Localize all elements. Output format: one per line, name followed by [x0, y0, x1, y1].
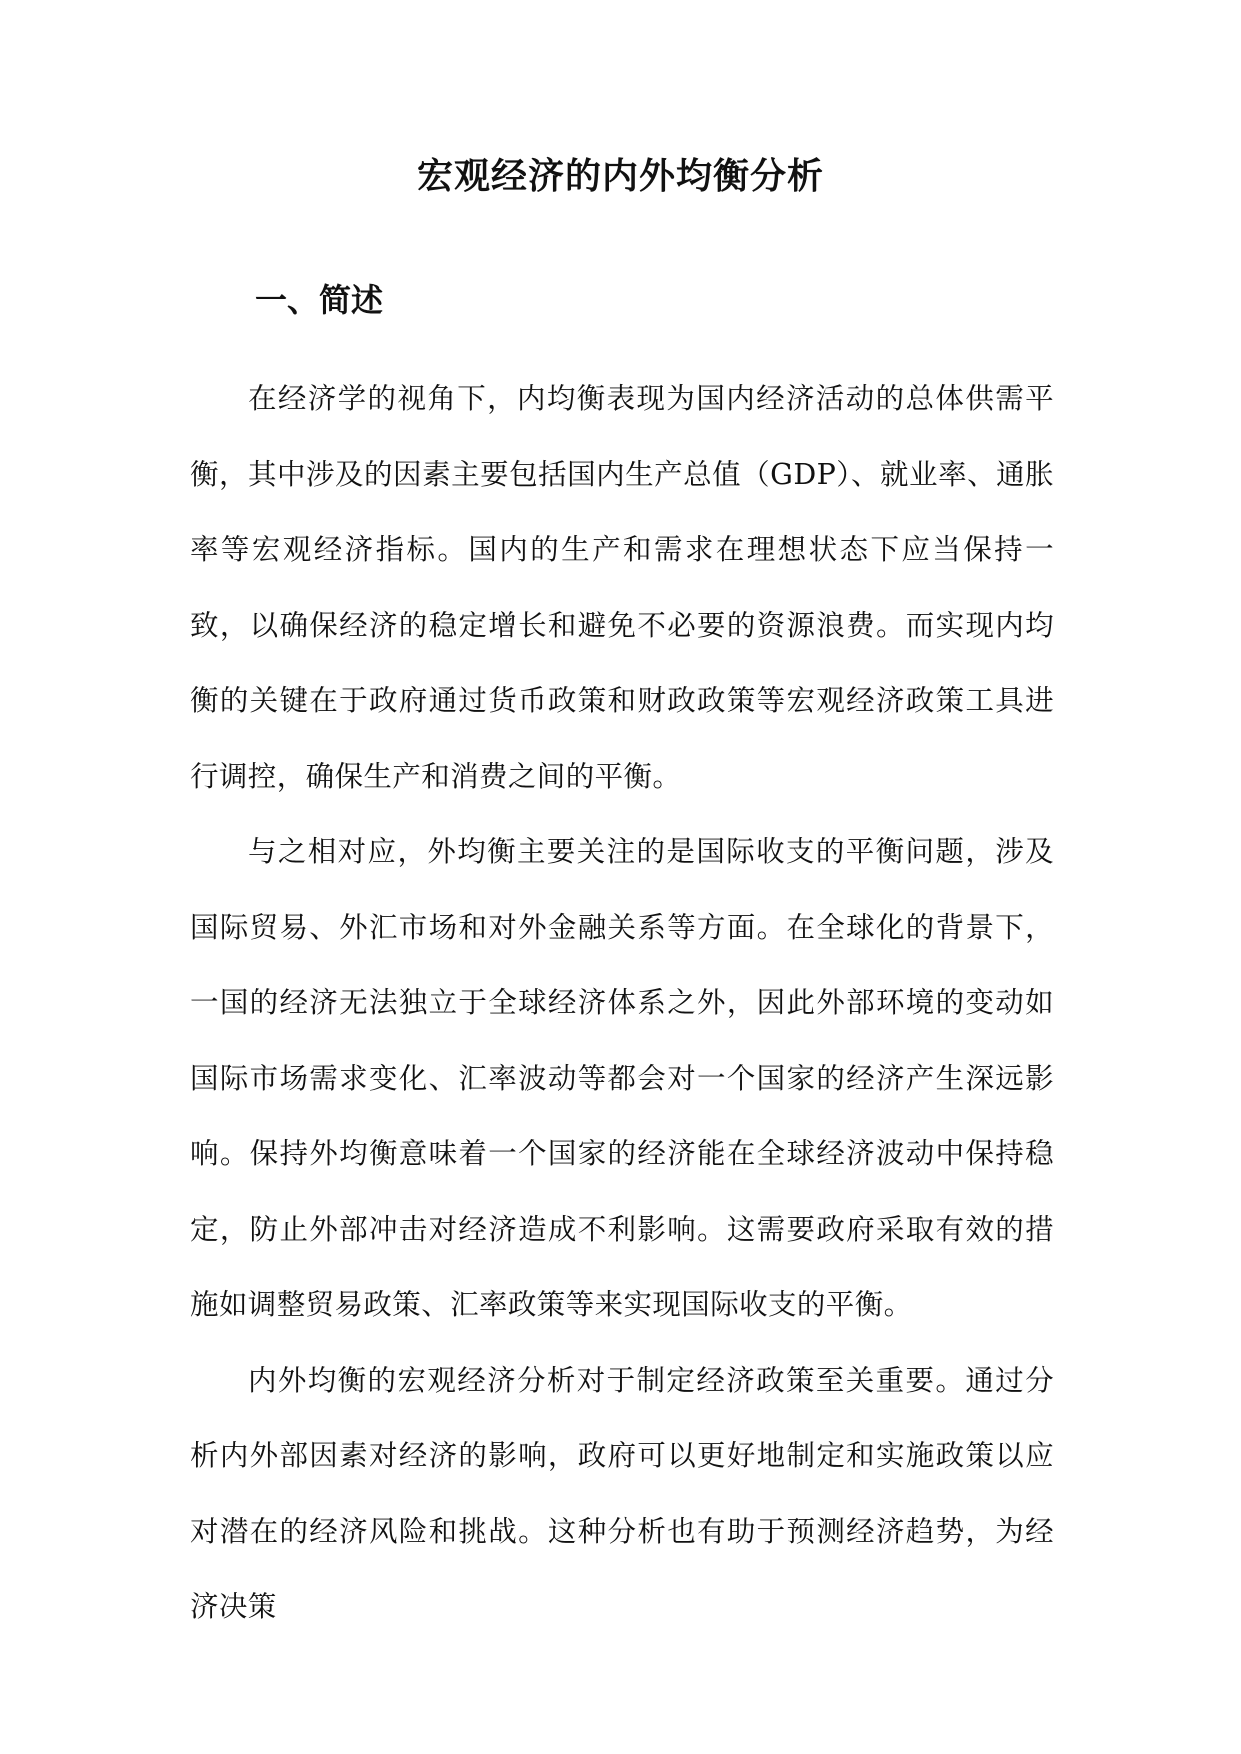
section-body: [190, 361, 1054, 1645]
paragraph-external-balance: 与之相对应，外均衡主要关注的是国际收支的平衡问题，涉及国际贸易、外汇市场和对外金融关系等方面。在全球化的背景下，一国的经济无法独立于全球经济体系之外，因此外部环境的变动如国际市场需求变化、汇率波动等都会对一个国家的经济产生深远影响。保持外均衡意味着一个国家的经济能在全球经济波动中保持稳定，防止外部冲击对经济造成不利影响。这需要政府采取有效的措施如调整贸易政策、汇率政策等来实现国际收支的平衡。: [190, 835, 1054, 1321]
paragraph-analysis-importance: 内外均衡的宏观经济分析对于制定经济政策至关重要。通过分析内外部因素对经济的影响，政府可以更好地制定和实施政策以应对潜在的经济风险和挑战。这种分析也有助于预测经济趋势，为经济决策: [190, 1363, 1054, 1623]
paragraph-internal-balance: 在经济学的视角下，内均衡表现为国内经济活动的总体供需平衡，其中涉及的因素主要包括国内生产总值（GDP）、就业率、通胀率等宏观经济指标。国内的生产和需求在理想状态下应当保持一致，以确保经济的稳定增长和避免不必要的资源浪费。而实现内均衡的关键在于政府通过货币政策和财政政策等宏观经济政策工具进行调控，确保生产和消费之间的平衡。: [190, 382, 1054, 793]
document-title: 宏观经济的内外均衡分析: [416, 155, 824, 197]
section-heading: 一、简述: [255, 281, 384, 319]
